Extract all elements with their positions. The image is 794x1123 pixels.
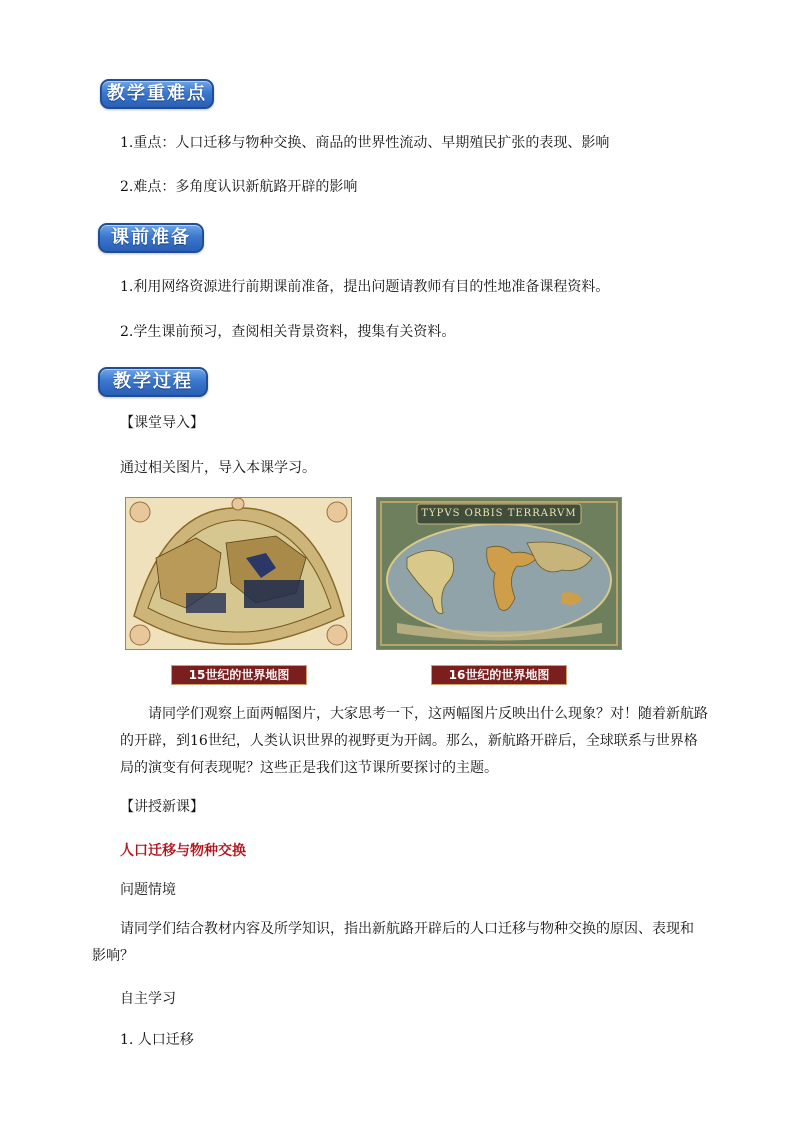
world-map-15th-century	[125, 497, 352, 650]
intro-text: 通过相关图片，导入本课学习。	[120, 460, 316, 476]
discussion-paragraph	[120, 701, 710, 782]
problem-text: 请同学们结合教材内容及所学知识，指出新航路开辟后的人口迁移与物种交换的原因、表现和影响？	[92, 921, 694, 964]
world-map-16th-century	[376, 497, 622, 650]
preparation-item: 2.学生课前预习，查阅相关背景资料，搜集有关资料。	[120, 324, 456, 340]
key-point-item: 2.难点：多角度认识新航路开辟的影响	[120, 179, 358, 195]
ptolemy-world-map-icon	[126, 498, 351, 649]
discussion-text: 请同学们观察上面两幅图片，大家思考一下，这两幅图片反映出什么现象？对！随着新航路的开辟，到16世纪，人类认识世界的视野更为开阔。那么，新航路开辟后，全球联系与世界格局的演变有何表现呢？这些正是我们这节课所要探讨的主题。	[120, 706, 708, 776]
intro-label: 【课堂导入】	[120, 415, 204, 431]
subheading-migration-exchange: 人口迁移与物种交换	[120, 843, 246, 859]
problem-paragraph	[92, 916, 707, 970]
map-banner-text: TYPVS ORBIS TERRARVM	[421, 508, 577, 519]
section-badge-preparation: 课前准备	[98, 223, 204, 253]
map-caption-15th: 15世纪的世界地图	[171, 665, 307, 685]
item-population-migration: 1. 人口迁移	[120, 1032, 194, 1048]
preparation-item: 1.利用网络资源进行前期课前准备，提出问题请教师有目的性地准备课程资料。	[120, 279, 610, 295]
key-point-item: 1.重点：人口迁移与物种交换、商品的世界性流动、早期殖民扩张的表现、影响	[120, 135, 610, 151]
problem-label: 问题情境	[120, 882, 176, 898]
map-caption-16th: 16世纪的世界地图	[431, 665, 567, 685]
self-study-label: 自主学习	[120, 991, 176, 1007]
section-badge-key-points: 教学重难点	[100, 79, 214, 109]
new-lesson-label: 【讲授新课】	[120, 799, 204, 815]
section-badge-process: 教学过程	[98, 367, 208, 397]
